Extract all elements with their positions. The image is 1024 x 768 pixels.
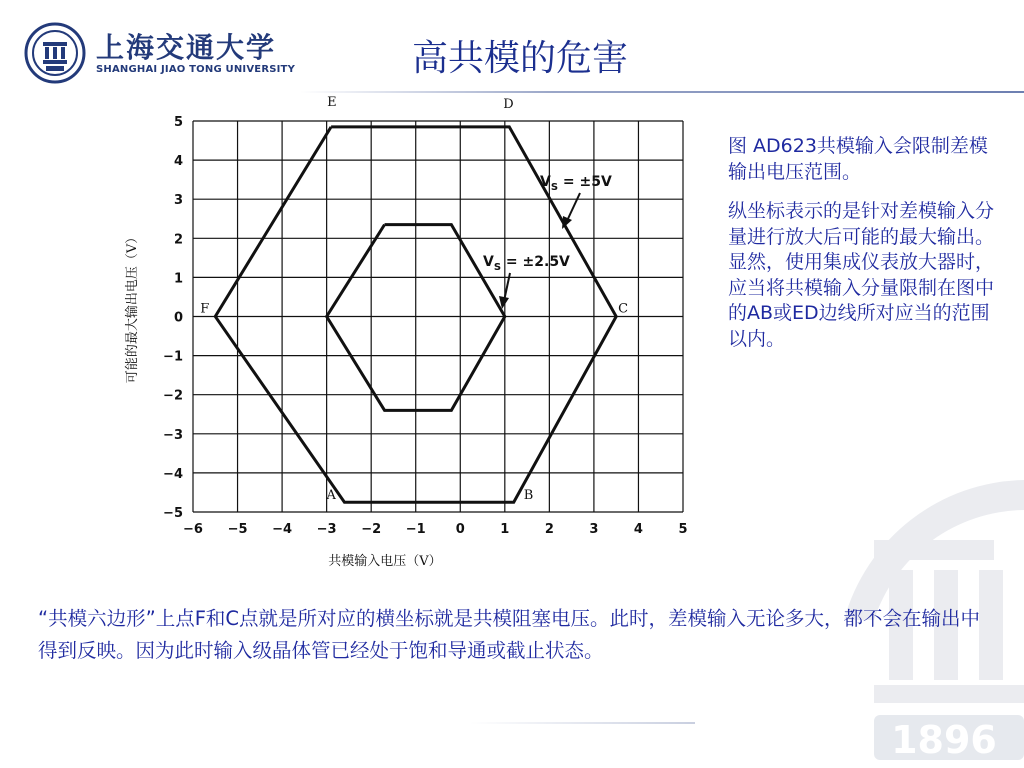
x-tick-label: 4 <box>633 522 643 537</box>
logo-chinese-name: 上海交通大学 <box>96 31 277 64</box>
x-tick-label: 5 <box>678 522 688 537</box>
x-tick-label: −1 <box>405 522 426 537</box>
header-divider <box>300 91 1024 93</box>
vertex-labels <box>200 95 628 503</box>
vertex-label-f: F <box>200 301 210 317</box>
watermark-year: 1896 <box>891 718 997 762</box>
x-tick-label: 3 <box>589 522 599 537</box>
x-tick-label: 0 <box>455 522 465 537</box>
x-tick-label: −4 <box>272 522 293 537</box>
logo-english-name: SHANGHAI JIAO TONG UNIVERSITY <box>96 64 296 75</box>
bottom-explanation: “共模六边形”上点F和C点就是所对应的横坐标就是共模阻塞电压。此时，差模输入无论多大，都不会在输出中得到反映。因为此时输入级晶体管已经处于饱和导通或截止状态。 <box>38 607 981 662</box>
y-tick-label: 2 <box>173 232 183 248</box>
university-logo <box>24 22 296 84</box>
vertex-label-b: B <box>523 488 534 504</box>
vertex-label-c: C <box>618 301 629 317</box>
side-explanation <box>728 134 998 366</box>
university-emblem-icon <box>24 22 88 84</box>
x-tick-label: 1 <box>500 522 510 537</box>
side-paragraph-1: 图 AD623共模输入会限制差模输出电压范围。 <box>728 135 988 183</box>
y-tick-label: −4 <box>163 466 183 482</box>
y-tick-label: −1 <box>163 349 183 365</box>
slide-title: 高共模的危害 <box>411 38 628 79</box>
x-axis-ticks <box>183 522 688 537</box>
y-tick-label: 4 <box>173 154 183 170</box>
y-tick-label: −3 <box>163 427 183 443</box>
y-tick-label: −5 <box>163 506 183 521</box>
y-tick-label: 1 <box>173 271 183 287</box>
vertex-label-e: E <box>327 95 337 110</box>
x-tick-label: −6 <box>183 522 203 537</box>
y-tick-label: −2 <box>163 388 183 404</box>
y-tick-label: 5 <box>173 115 183 130</box>
y-axis-label: 可能的最大输出电压（V） <box>125 230 140 384</box>
svg-text:VS = ±5V: $V_S = \pm 5V$ <box>540 174 612 193</box>
y-tick-label: 0 <box>173 310 183 326</box>
bottom-divider <box>470 722 695 724</box>
common-mode-hexagon-chart <box>110 95 710 575</box>
vertex-label-d: D <box>503 96 514 112</box>
x-axis-label: 共模输入电压（V） <box>328 554 442 569</box>
svg-text:VS = ±2.5V: $V_S = \pm 2.5V$ <box>483 254 570 273</box>
x-tick-label: −5 <box>227 522 248 537</box>
x-tick-label: −3 <box>316 522 337 537</box>
side-paragraph-2: 纵坐标表示的是针对差模输入分量进行放大后可能的最大输出。显然，使用集成仪表放大器时，应当将共模输入分量限制在图中的AB或ED边线所对应当的范围以内。 <box>728 200 995 350</box>
x-tick-label: −2 <box>361 522 382 537</box>
x-tick-label: 2 <box>544 522 554 537</box>
y-tick-label: 3 <box>173 193 183 209</box>
vertex-label-a: A <box>326 488 336 504</box>
y-axis-ticks <box>163 115 183 521</box>
